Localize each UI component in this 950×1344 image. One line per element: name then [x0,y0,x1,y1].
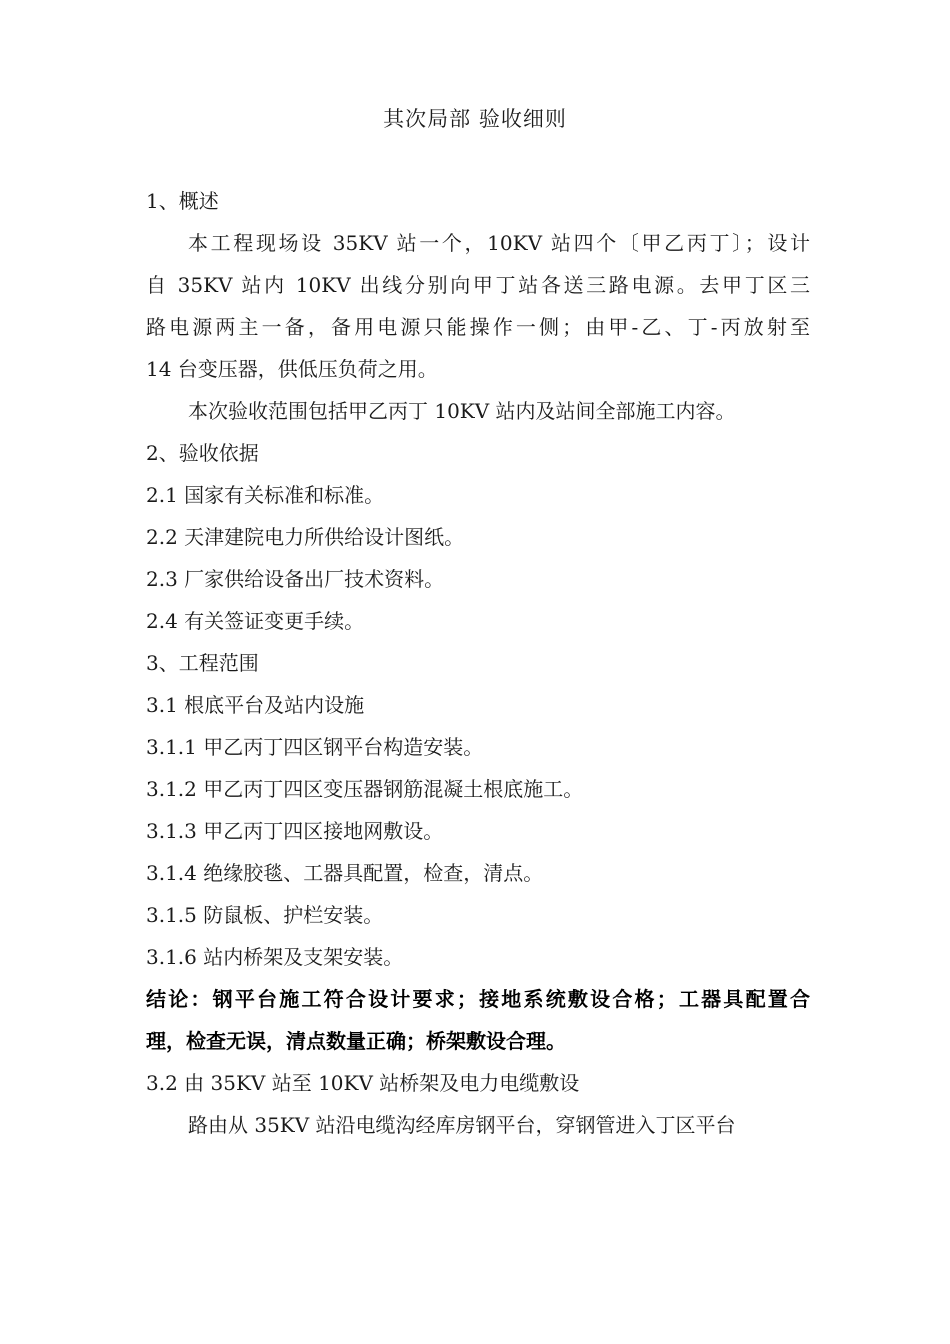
route-paragraph: 路由从 35KV 站沿电缆沟经库房钢平台，穿钢管进入丁区平台 [188,1113,736,1137]
list-item: 3.2 由 35KV 站至 10KV 站桥架及电力电缆敷设 [146,1071,580,1095]
list-item: 3.1.5 防鼠板、护栏安装。 [146,903,384,927]
list-item: 3.1.6 站内桥架及支架安装。 [146,945,404,969]
scope-paragraph: 本次验收范围包括甲乙丙丁 10KV 站内及站间全部施工内容。 [188,399,736,423]
section-heading-scope: 3、工程范围 [146,651,259,675]
list-item: 3.1.3 甲乙丙丁四区接地网敷设。 [146,819,444,843]
overview-line: 自 35KV 站内 10KV 出线分别向甲丁站各送三路电源。去甲丁区三 [146,273,810,297]
list-item: 3.1.2 甲乙丙丁四区变压器钢筋混凝土根底施工。 [146,777,584,801]
list-item: 3.1 根底平台及站内设施 [146,693,365,717]
overview-line: 路电源两主一备，备用电源只能操作一侧；由甲-乙、丁-丙放射至 [146,315,810,339]
overview-line: 本工程现场设 35KV 站一个，10KV 站四个〔甲乙丙丁〕；设计 [188,231,810,255]
overview-line: 14 台变压器，供低压负荷之用。 [146,357,438,381]
section-heading-basis: 2、验收依据 [146,441,259,465]
list-item: 2.4 有关签证变更手续。 [146,609,365,633]
list-item: 3.1.4 绝缘胶毯、工器具配置，检查，清点。 [146,861,544,885]
conclusion-paragraph [146,978,810,1062]
conclusion-line: 结论：钢平台施工符合设计要求；接地系统敷设合格；工器具配置合 [146,987,810,1011]
list-item: 3.1.1 甲乙丙丁四区钢平台构造安装。 [146,735,484,759]
overview-paragraph [146,222,810,264]
list-item: 2.3 厂家供给设备出厂技术资料。 [146,567,445,591]
section-heading-overview: 1、概述 [146,189,219,213]
overview-paragraph-cont [146,264,810,390]
list-item: 2.2 天津建院电力所供给设计图纸。 [146,525,465,549]
list-item: 2.1 国家有关标准和标准。 [146,483,385,507]
conclusion-line: 理，检查无误，清点数量正确；桥架敷设合理。 [146,1029,566,1053]
document-body [146,180,810,1146]
document-title: 其次局部 验收细则 [383,107,567,131]
